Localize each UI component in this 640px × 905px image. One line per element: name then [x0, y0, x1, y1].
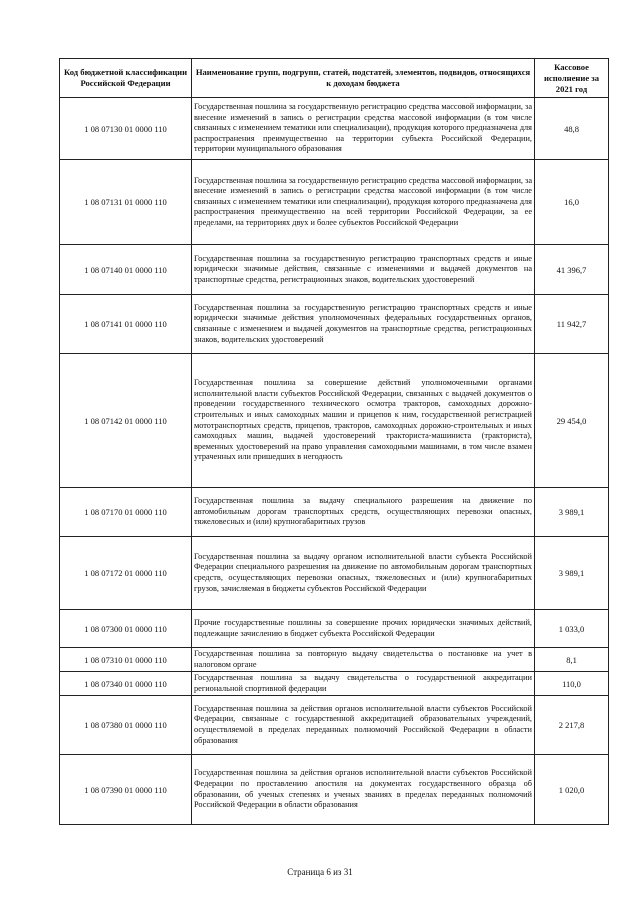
header-name: Наименование групп, подгрупп, статей, подстатей, элементов, подвидов, относящихся к доходам бюджета [192, 59, 535, 98]
table-row [60, 537, 609, 610]
table-header-row [60, 59, 609, 98]
row-amount: 41 396,7 [535, 245, 609, 295]
table-row [60, 696, 609, 755]
row-name: Государственная пошлина за повторную выдачу свидетельства о постановке на учет в налоговом органе [194, 648, 532, 669]
row-name: Государственная пошлина за действия органов исполнительной власти субъектов Российской Федерации, связанные с государственной аккредитацией образовательных учреждений, осуществляемой в пределах переданных полномочий Российской Федерации в области образования [194, 703, 532, 745]
page-number: Страница 6 из 31 [287, 867, 353, 877]
row-name: Государственная пошлина за государственную регистрацию транспортных средств и иные юридически значимые действия уполномоченных федеральных государственных органов, связанные с изменением и выдачей документов на транспортные средства, регистрационных знаков, водительских удостоверений [194, 302, 532, 344]
row-amount: 8,1 [535, 648, 609, 672]
row-name: Государственная пошлина за выдачу специального разрешения на движение по автомобильным дорогам транспортных средств, осуществляющих перевозки опасных, тяжеловесных и (или) крупногабаритных грузов [194, 496, 532, 527]
row-name: Государственная пошлина за государственную регистрацию средства массовой информации, за внесение изменений в запись о регистрации средства массовой информации (в том числе связанных с изменением тематики или специализации), продукция которого предназначена для распространения преимущественно на всей территории Российской Федерации, за ее пределами, на территориях двух и более субъектов Российской Федерации [194, 175, 532, 227]
table-row [60, 648, 609, 672]
row-amount: 16,0 [535, 160, 609, 245]
row-amount: 29 454,0 [535, 354, 609, 488]
row-amount: 3 989,1 [535, 488, 609, 537]
row-name: Государственная пошлина за государственную регистрацию средства массовой информации, за внесение изменений в запись о регистрации средства массовой информации (в том числе связанных с изменением тематики или специализации), продукция которого предназначена для распространения преимущественно на территории субъекта Российской Федерации, территории муниципального образования [194, 102, 532, 154]
row-code: 1 08 07170 01 0000 110 [60, 488, 192, 537]
row-code: 1 08 07141 01 0000 110 [60, 295, 192, 354]
row-amount: 110,0 [535, 672, 609, 696]
row-name: Прочие государственные пошлины за совершение прочих юридически значимых действий, подлежащие зачислению в бюджет субъекта Российской Федерации [194, 617, 532, 638]
row-name: Государственная пошлина за действия органов исполнительной власти субъектов Российской Федерации по проставлению апостиля на документах государственного образца об образовании, об ученых степенях и ученых званиях в пределах переданных полномочий Российской Федерации в области образования [194, 768, 532, 810]
header-amount: Кассовое исполнение за 2021 год [535, 59, 609, 98]
row-code: 1 08 07310 01 0000 110 [60, 648, 192, 672]
row-amount: 48,8 [535, 98, 609, 160]
row-code: 1 08 07340 01 0000 110 [60, 672, 192, 696]
row-code: 1 08 07172 01 0000 110 [60, 537, 192, 610]
row-amount: 1 033,0 [535, 610, 609, 648]
header-code: Код бюджетной классификации Российской Федерации [60, 59, 192, 98]
row-code: 1 08 07130 01 0000 110 [60, 98, 192, 160]
row-name: Государственная пошлина за выдачу органом исполнительной власти субъекта Российской Федерации специального разрешения на движение по автомобильным дорогам транспортных средств, осуществляющих перевозки опасных, тяжеловесных и (или) крупногабаритных грузов, зачисляемая в бюджеты субъектов Российской Федерации [194, 551, 532, 593]
row-name: Государственная пошлина за выдачу свидетельства о государственной аккредитации региональной спортивной федерации [194, 672, 532, 693]
row-name: Государственная пошлина за совершение действий уполномоченными органами исполнительной власти субъектов Российской Федерации, связанных с выдачей документов о проведении государственного технического осмотра тракторов, самоходных дорожно-строительных и иных самоходных машин и прицепов к ним, государственной регистрацией мототранспортных средств, прицепов, тракторов, самоходных дорожно-строительных и иных самоходных машин, выдачей удостоверений тракториста-машиниста (тракториста), временных удостоверений на право управления самоходными машинами, в том числе взамен утраченных или пришедших в негодность [194, 378, 532, 462]
table-row [60, 295, 609, 354]
table-row [60, 755, 609, 825]
row-amount: 3 989,1 [535, 537, 609, 610]
row-code: 1 08 07380 01 0000 110 [60, 696, 192, 755]
table-row [60, 488, 609, 537]
table-row [60, 610, 609, 648]
row-code: 1 08 07390 01 0000 110 [60, 755, 192, 825]
table-row [60, 354, 609, 488]
row-amount: 11 942,7 [535, 295, 609, 354]
row-amount: 2 217,8 [535, 696, 609, 755]
row-code: 1 08 07142 01 0000 110 [60, 354, 192, 488]
row-code: 1 08 07140 01 0000 110 [60, 245, 192, 295]
row-code: 1 08 07300 01 0000 110 [60, 610, 192, 648]
row-amount: 1 020,0 [535, 755, 609, 825]
table-row [60, 98, 609, 160]
row-name: Государственная пошлина за государственную регистрацию транспортных средств и иные юридически значимые действия, связанные с изменениями и выдачей документов на транспортные средства, регистрационных знаков, водительских удостоверений [194, 253, 532, 284]
table-row [60, 672, 609, 696]
row-code: 1 08 07131 01 0000 110 [60, 160, 192, 245]
table-row [60, 160, 609, 245]
table-row [60, 245, 609, 295]
budget-revenue-table [59, 58, 609, 825]
